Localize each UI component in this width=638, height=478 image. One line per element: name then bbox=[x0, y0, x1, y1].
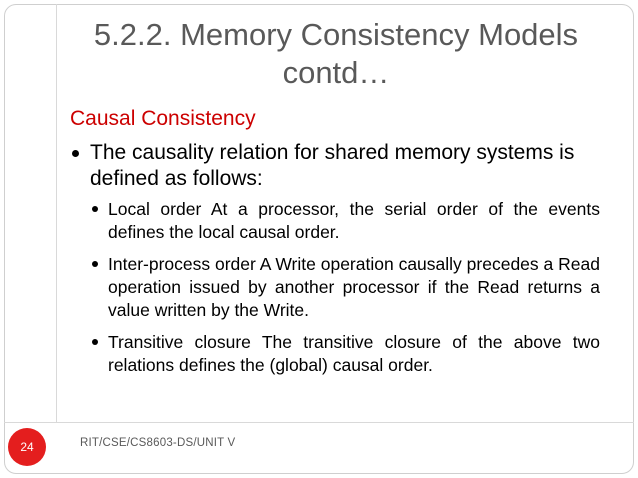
page-number-badge: 24 bbox=[8, 428, 46, 466]
bullet-icon bbox=[92, 261, 98, 267]
bullet-icon bbox=[92, 206, 98, 212]
main-bullet-text: The causality relation for shared memory systems is defined as follows: bbox=[90, 141, 575, 190]
sub-bullet-text: Transitive closure The transitive closure of the above two relations defines the (global) causal order. bbox=[108, 332, 600, 375]
sub-bullet-text: Local order At a processor, the serial order of the events defines the local causal order. bbox=[108, 199, 600, 242]
section-heading: Causal Consistency bbox=[70, 107, 256, 130]
sub-bullet-text: Inter-process order A Write operation causally precedes a Read operation issued by another processor if the Read returns a value written by the Write. bbox=[108, 254, 600, 320]
sub-bullet-local-order bbox=[90, 198, 600, 244]
bullet-icon bbox=[72, 150, 79, 157]
footer-text: RIT/CSE/CS8603-DS/UNIT V bbox=[80, 437, 236, 449]
sub-bullet-transitive-closure bbox=[90, 331, 600, 377]
left-divider bbox=[56, 4, 57, 422]
sub-bullet-list bbox=[90, 198, 600, 386]
slide-title-line-2: contd… bbox=[282, 55, 390, 90]
bullet-icon bbox=[92, 339, 98, 345]
bottom-divider bbox=[4, 422, 634, 423]
slide-title bbox=[66, 16, 606, 92]
sub-bullet-inter-process-order bbox=[90, 253, 600, 322]
main-bullet bbox=[70, 140, 600, 192]
slide-title-line-1: 5.2.2. Memory Consistency Models bbox=[93, 17, 579, 52]
